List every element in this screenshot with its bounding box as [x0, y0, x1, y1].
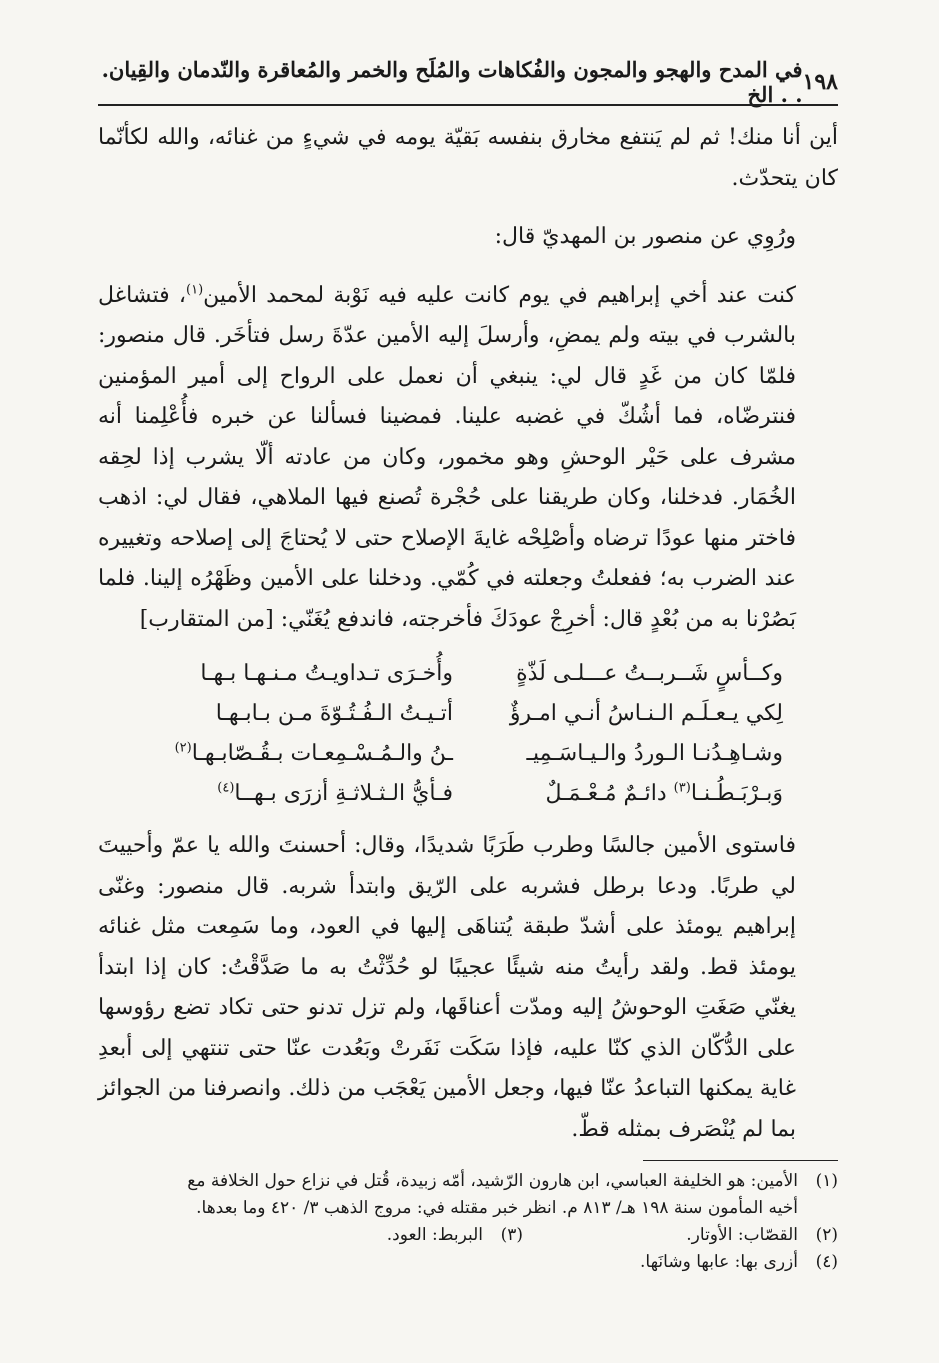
footnote-1: [98, 1168, 838, 1222]
poem: [98, 654, 838, 814]
verse-first-hemistich: لِكي يـعـلَـم الـنـاسُ أنـي امـرؤٌ: [509, 700, 783, 726]
header-rule: [98, 104, 838, 106]
poem-verse: [98, 654, 838, 694]
verse-second-hemistich: [98, 774, 478, 815]
verse-text: دائـمٌ مُـعْـمَـلٌ: [545, 780, 674, 806]
verse-second-hemistich: أتـيـتُ الـفُـتُـوّةَ مـن بـابـهـا: [215, 700, 453, 726]
running-title: في المدح والهجو والمجون والفُكاهات والمُلَح والخمر والمُعاقرة والنّدمان والقِيان. . . الخ: [101, 57, 803, 107]
footnote-4: [98, 1249, 838, 1276]
verse-text: فـأيُّ الـثـلاثـةِ أزرَى بـهــا: [234, 780, 453, 806]
footnote-ref-4: (٤): [217, 780, 235, 796]
paragraph-4: فاستوى الأمين جالسًا وطرب طَرَبًا شديدًا، وقال: أحسنتَ والله يا عمّ وأحييتَ لي طربًا. ودعا برطل فشربه على الرّيق وابتدأ شربه. قال منصور: وغنّى إبراهيم يومئذ على أشدّ طبقة يُتناهَى إليها في العود، وما سَمِعت مثل غنائه يومئذ قط. ولقد رأيتُ منه شيئًا عجيبًا لو حُدِّثْتُ به ما صَدَّقْتُ: كان إذا ابتدأ يغنّي صَغَتِ الوحوشُ إليه ومدّت أعناقَها، ولم تزل تدنو حتى تكاد تضع رؤوسها على الدُّكّان الذي كنّا عليه، فإذا سَكَت نَفَرتْ وبَعُدت عنّا حتى تنتهي إلى أبعدِ غاية يمكنها التباعدُ عنّا فيها، وجعل الأمين يَعْجَب من ذلك. وانصرفنا من الجوائز بما لم يُنْصَرف بمثله قطّ.: [98, 833, 796, 1142]
footnote-line: أخيه المأمون سنة ١٩٨ هـ/ ٨١٣ م. انظر خبر مقتله في: مروج الذهب ٣/ ٤٢٠ وما بعدها.: [196, 1198, 798, 1218]
paragraph-3-rest: ، فتشاغل بالشرب في بيته ولم يمضِ، وأرسلَ إليه الأمين عدّةَ رسل فتأخَر. قال منصور: فلمّا كان من غَدٍ قال لي: ينبغي أن نعمل على الرواح إلى أمير المؤمنين فنترضّاه، فما أشُكّ في غضبه علينا. فمضينا فسألنا عن خبره فأُعْلِمنا أنه مشرف على حَيْر الوحشِ وهو مخمور، وكان من عادته ألّا يشرب إذا لحِقه الخُمَار. فدخلنا، وكان طريقنا على حُجْرة تُصنع فيها الملاهي، فقال لي: اذهب فاختر منها عودًا ترضاه وأصْلِحْه غايةَ الإصلاح حتى لا يُحتاجَ إلى إصلاحه وتغييره عند الضرب به؛ ففعلتُ وجعلته في كُمّي. ودخلنا على الأمين وظَهْرُه إلينا. فلما بَصُرْنا به من بُعْدٍ قال: أخرِجْ عودَكَ فأخرجته، فاندفع يُغَنّي: [من المتقارب]: [98, 282, 796, 632]
paragraph-2: ورُوِي عن منصور بن المهديّ قال:: [494, 224, 796, 249]
footnote-text: القصّاب: الأوتار.: [686, 1225, 798, 1245]
verse-first-hemistich: وكــأسٍ شَــربــتُ عـــلـى لَذّةٍ: [516, 660, 783, 686]
verse-first-hemistich: [478, 774, 838, 815]
footnote-row: [98, 1222, 838, 1249]
paragraph-3: [98, 276, 838, 641]
footnote-ref-1: (١): [186, 282, 204, 298]
poem-verse: [98, 774, 838, 814]
verse-first-hemistich: وشـاهِـدُنـا الـوردُ والـيـاسَـمِيـ: [526, 740, 783, 766]
verse-second-hemistich: وأُخـرَى تـداويـتُ مـنـهـا بـهـا: [200, 660, 453, 686]
main-text: [98, 118, 838, 1150]
poem-verse: [98, 734, 838, 774]
footnote-number: (٢): [815, 1225, 838, 1245]
footnote-text: [187, 1168, 798, 1222]
footnote-number: (١): [815, 1171, 838, 1191]
footnote-line: الأمين: هو الخليفة العباسي، ابن هارون الرّشيد، أمّه زبيدة، قُتل في نزاع حول الخلافة مع: [187, 1171, 798, 1191]
poem-verse: [98, 694, 838, 734]
paragraph-1: أين أنا منك! ثم لم يَنتفع مخارق بنفسه بَقيّة يومه في شيءٍ من غنائه، والله لكأنّما كان يتحدّث.: [98, 125, 838, 191]
footnote-number: (٤): [815, 1252, 838, 1272]
footnote-2: [523, 1222, 838, 1249]
footnote-text: أزرى بها: عابها وشانَها.: [640, 1252, 798, 1272]
page-number: ١٩٨: [802, 69, 838, 95]
verse-text: ـنُ والـمُـسْـمِعـات بـقُـصّابـهـا: [191, 740, 453, 766]
footnote-3: [208, 1222, 523, 1249]
verse-text: وَبـرْبَـطُـنـا: [690, 780, 783, 806]
footnotes: [98, 1168, 838, 1276]
footnote-number: (٣): [500, 1225, 523, 1245]
paragraph-3-start: كنت عند أخي إبراهيم في يوم كانت عليه فيه نَوْبة لمحمد الأمين: [203, 282, 797, 308]
footnote-ref-3: (٣): [673, 780, 691, 796]
footnote-rule: [643, 1160, 838, 1161]
footnote-line: [208, 1222, 838, 1249]
footnote-ref-2: (٢): [174, 740, 192, 756]
verse-second-hemistich: [98, 734, 478, 775]
page-header: [98, 57, 838, 107]
footnote-text: البربط: العود.: [386, 1225, 483, 1245]
